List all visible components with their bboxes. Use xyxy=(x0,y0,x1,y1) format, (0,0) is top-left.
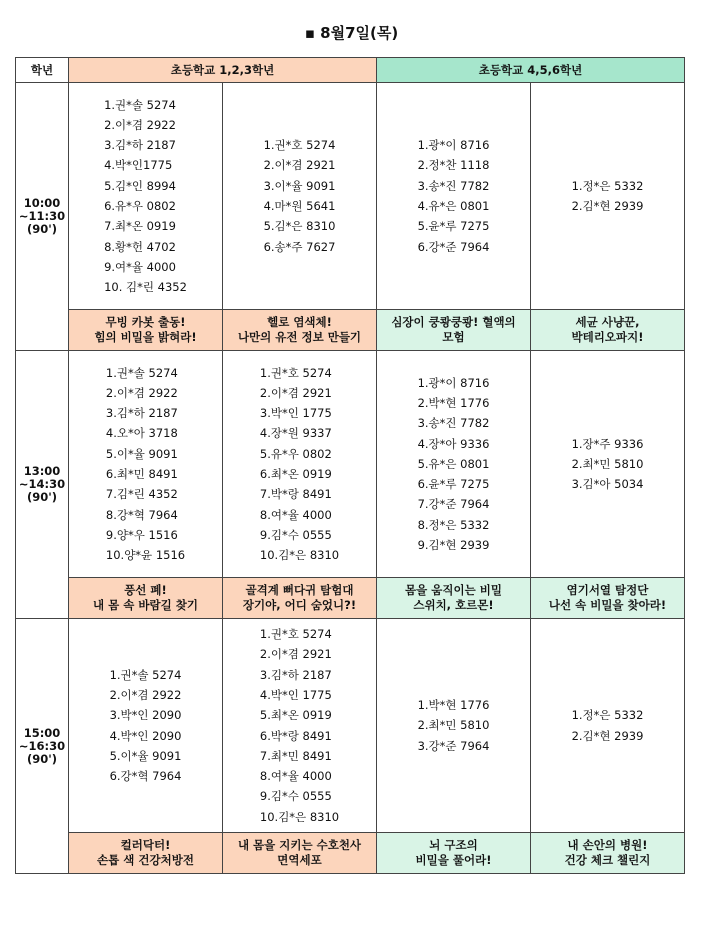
participant-item: 2.박*현 1776 xyxy=(417,395,490,410)
participant-item: 4.박*인1775 xyxy=(104,158,173,173)
participant-item: 4.박*인 1775 xyxy=(259,687,332,702)
participant-item: 8.여*율 4000 xyxy=(259,507,332,522)
time-line: ~11:30 xyxy=(18,209,66,223)
participant-item: 9.김*수 0555 xyxy=(259,527,332,542)
time-line: (90') xyxy=(26,751,58,766)
participant-list xyxy=(572,434,644,495)
participant-item: 2.이*겸 2921 xyxy=(259,647,332,662)
participant-item: 4.장*아 9336 xyxy=(417,436,490,451)
program-title xyxy=(223,833,377,874)
program-title-line: 건강 체크 챌린지 xyxy=(564,853,651,867)
participant-item: 6.최*민 8491 xyxy=(105,467,178,481)
program-row xyxy=(16,578,685,619)
header-row xyxy=(16,58,685,83)
time-line: (90') xyxy=(26,490,58,504)
program-title-line: 모험 xyxy=(442,330,465,344)
participant-item: 1.권*호 5274 xyxy=(259,627,332,642)
participant-item: 3.김*하 2187 xyxy=(104,138,176,153)
participant-item: 6.윤*루 7275 xyxy=(417,477,490,492)
participant-item: 1.권*솔 5274 xyxy=(104,97,176,112)
participant-list-cell xyxy=(69,83,223,310)
participant-list-cell xyxy=(69,619,223,833)
program-title-line: 골격계 뻐다귀 탐험대 xyxy=(245,583,354,597)
participant-list xyxy=(260,363,339,566)
participant-item: 1.장*주 9336 xyxy=(571,436,644,451)
session-row xyxy=(16,351,685,578)
participant-list xyxy=(260,624,339,827)
program-title-line: 나선 속 비밀을 찾아라! xyxy=(548,598,667,612)
participant-item: 2.이*겸 2922 xyxy=(104,117,176,132)
participant-item: 2.이*겸 2921 xyxy=(263,158,336,173)
program-title-line: 풍선 폐! xyxy=(124,583,167,597)
program-title-line: 박테리오파지! xyxy=(571,330,644,344)
participant-list-cell xyxy=(377,83,531,310)
participant-item: 1.정*은 5332 xyxy=(571,708,644,723)
program-title xyxy=(531,833,685,874)
page-title: ▪ 8월7일(목) xyxy=(304,24,399,42)
session-time xyxy=(16,83,69,351)
participant-list xyxy=(418,373,490,556)
participant-list-cell xyxy=(377,619,531,833)
participant-list-cell xyxy=(223,83,377,310)
program-title-line: 스위치, 호르몬! xyxy=(413,598,494,612)
participant-item: 5.이*율 9091 xyxy=(105,446,178,461)
participant-item: 4.오*아 3718 xyxy=(105,426,178,441)
program-title-line: 나만의 유전 정보 만들기 xyxy=(237,330,362,344)
program-title xyxy=(69,833,223,874)
program-title-line: 몸을 움직이는 비밀 xyxy=(405,583,502,597)
participant-item: 4.장*원 9337 xyxy=(259,426,332,441)
program-title-line: 심장이 쿵쾅쿵쾅! 혈액의 xyxy=(391,315,516,329)
participant-list xyxy=(418,135,490,257)
participant-item: 10.김*은 8310 xyxy=(259,548,340,563)
participant-list xyxy=(106,363,185,566)
schedule-table xyxy=(15,57,685,874)
participant-item: 3.강*준 7964 xyxy=(417,738,490,753)
program-title-line: 면역세포 xyxy=(277,853,322,867)
participant-item: 2.최*민 5810 xyxy=(417,718,490,733)
participant-list xyxy=(572,176,644,217)
program-title xyxy=(377,310,531,351)
participant-item: 2.이*겸 2921 xyxy=(259,385,332,400)
lower-grades-header: 초등학교 1,2,3학년 xyxy=(69,58,377,83)
program-title-line: 염기서열 탐정단 xyxy=(566,583,649,597)
program-title-line: 장기야, 어디 숨었니?! xyxy=(242,598,357,612)
session-row xyxy=(16,83,685,310)
time-line: 13:00 xyxy=(23,464,61,478)
participant-list xyxy=(572,705,644,746)
participant-item: 2.이*겸 2922 xyxy=(109,687,182,702)
participant-list-cell xyxy=(531,619,685,833)
participant-item: 1.광*이 8716 xyxy=(417,138,490,153)
program-title xyxy=(377,578,531,619)
participant-item: 5.김*인 8994 xyxy=(104,178,176,193)
participant-item: 5.유*은 0801 xyxy=(417,456,490,471)
participant-item: 7.최*민 8491 xyxy=(259,748,332,763)
program-title-line: 뇌 구조의 xyxy=(429,838,478,852)
grade-header: 학년 xyxy=(16,58,69,83)
participant-item: 5.김*은 8310 xyxy=(263,219,336,234)
program-title xyxy=(223,310,377,351)
participant-item: 4.유*은 0801 xyxy=(417,199,490,213)
program-title xyxy=(223,578,377,619)
upper-grades-header: 초등학교 4,5,6학년 xyxy=(377,58,685,83)
participant-item: 9.여*율 4000 xyxy=(104,259,176,274)
participant-item: 3.김*하 2187 xyxy=(105,406,178,421)
participant-item: 5.최*온 0919 xyxy=(259,708,332,723)
participant-list xyxy=(110,665,182,787)
participant-item: 6.유*우 0802 xyxy=(104,199,176,213)
program-title-line: 내 몸 속 바람길 찾기 xyxy=(93,598,198,612)
participant-item: 5.윤*루 7275 xyxy=(417,219,490,234)
participant-list-cell xyxy=(223,619,377,833)
session-time xyxy=(16,351,69,619)
participant-list-cell xyxy=(531,351,685,578)
participant-item: 4.박*인 2090 xyxy=(109,728,182,743)
participant-item: 7.강*준 7964 xyxy=(417,497,490,512)
participant-item: 7.김*린 4352 xyxy=(105,487,178,502)
participant-item: 8.정*은 5332 xyxy=(417,517,490,532)
participant-list xyxy=(104,95,187,298)
participant-list-cell xyxy=(69,351,223,578)
participant-item: 2.김*현 2939 xyxy=(571,728,644,743)
participant-item: 5.이*율 9091 xyxy=(109,748,182,763)
program-title-line: 컬러닥터! xyxy=(120,838,171,852)
participant-item: 7.박*랑 8491 xyxy=(259,487,332,502)
program-row xyxy=(16,310,685,351)
program-title xyxy=(531,310,685,351)
participant-item: 3.박*인 1775 xyxy=(259,406,332,421)
participant-item: 7.최*온 0919 xyxy=(104,219,176,234)
program-title-line: 내 손안의 병원! xyxy=(567,838,648,852)
participant-item: 2.정*찬 1118 xyxy=(417,158,490,173)
participant-list-cell xyxy=(223,351,377,578)
time-line: ~16:30 xyxy=(18,738,66,753)
participant-item: 2.김*현 2939 xyxy=(571,199,644,213)
participant-item: 3.김*아 5034 xyxy=(571,477,644,492)
participant-item: 3.박*인 2090 xyxy=(109,708,182,723)
participant-list-cell xyxy=(377,351,531,578)
time-line: 15:00 xyxy=(23,725,61,740)
participant-item: 8.강*혁 7964 xyxy=(105,507,178,522)
participant-item: 6.박*랑 8491 xyxy=(259,728,332,743)
program-title-line: 비밀을 풀어라! xyxy=(415,853,492,867)
program-title-line: 힘의 비밀을 밝혀라! xyxy=(94,330,197,344)
participant-item: 8.황*헌 4702 xyxy=(104,239,176,254)
participant-item: 8.여*율 4000 xyxy=(259,769,332,784)
participant-item: 3.김*하 2187 xyxy=(259,667,332,682)
session-time xyxy=(16,619,69,874)
participant-list xyxy=(264,135,336,257)
participant-item: 6.강*혁 7964 xyxy=(109,769,182,784)
time-line: ~14:30 xyxy=(18,477,66,491)
participant-item: 4.마*원 5641 xyxy=(263,199,336,213)
participant-item: 9.양*우 1516 xyxy=(105,527,178,542)
program-title xyxy=(69,310,223,351)
participant-item: 1.권*호 5274 xyxy=(259,365,332,380)
participant-item: 3.송*진 7782 xyxy=(417,416,490,431)
participant-item: 9.김*수 0555 xyxy=(259,789,332,804)
time-line: (90') xyxy=(26,222,58,236)
time-line: 10:00 xyxy=(23,196,61,210)
participant-item: 3.이*율 9091 xyxy=(263,178,336,193)
program-row xyxy=(16,833,685,874)
participant-item: 1.권*솔 5274 xyxy=(109,667,182,682)
program-title xyxy=(69,578,223,619)
participant-item: 5.유*우 0802 xyxy=(259,446,332,461)
program-title-line: 무빙 카봇 출동! xyxy=(105,315,186,329)
program-title-line: 내 몸을 지키는 수호천사 xyxy=(237,838,362,852)
participant-item: 6.최*온 0919 xyxy=(259,467,332,481)
participant-item: 6.강*준 7964 xyxy=(417,239,490,254)
participant-item: 1.정*은 5332 xyxy=(571,178,644,193)
participant-item: 2.최*민 5810 xyxy=(571,456,644,471)
program-title-line: 헬로 염색체! xyxy=(267,315,332,329)
participant-item: 1.박*현 1776 xyxy=(417,698,490,713)
participant-item: 10.양*윤 1516 xyxy=(105,548,186,563)
program-title xyxy=(377,833,531,874)
participant-item: 10. 김*린 4352 xyxy=(104,280,187,295)
participant-item: 1.권*호 5274 xyxy=(263,138,336,153)
participant-item: 3.송*진 7782 xyxy=(417,178,490,193)
program-title-line: 손톱 색 건강처방전 xyxy=(97,853,194,867)
participant-list-cell xyxy=(531,83,685,310)
session-row xyxy=(16,619,685,833)
participant-item: 1.광*이 8716 xyxy=(417,375,490,390)
participant-item: 9.김*현 2939 xyxy=(417,538,490,553)
program-title-line: 세균 사냥꾼, xyxy=(575,315,640,329)
participant-item: 1.권*솔 5274 xyxy=(105,365,178,380)
participant-list xyxy=(418,695,490,756)
participant-item: 2.이*겸 2922 xyxy=(105,385,178,400)
participant-item: 6.송*주 7627 xyxy=(263,239,336,254)
program-title xyxy=(531,578,685,619)
participant-item: 10.김*은 8310 xyxy=(259,809,340,824)
